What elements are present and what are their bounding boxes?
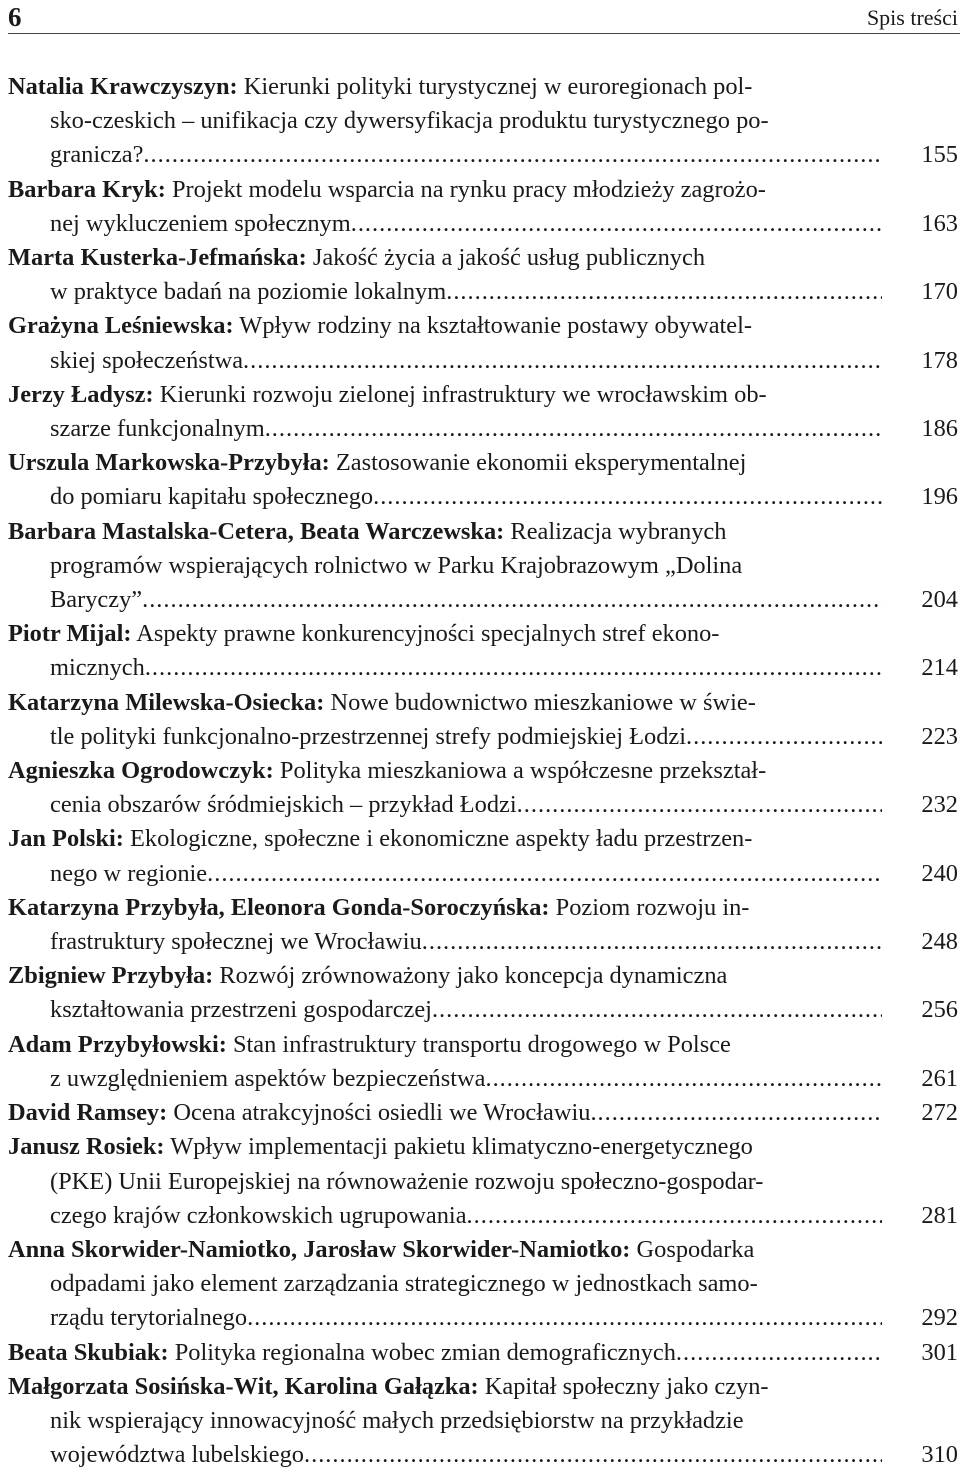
- toc-line: [8, 1130, 882, 1164]
- toc-title-text: Jakość życia a jakość usług publicznych: [312, 244, 706, 272]
- toc-line: [8, 1370, 882, 1404]
- toc-entry: [8, 1096, 960, 1130]
- toc-line: [8, 480, 882, 514]
- toc-line: [8, 1438, 882, 1472]
- toc-title-text: Baryczy”: [50, 586, 143, 614]
- toc-entry: [8, 378, 960, 446]
- dot-leader: [467, 1199, 882, 1233]
- toc-entry: [8, 515, 960, 618]
- toc-entry: [8, 686, 960, 754]
- toc-author: Grażyna Leśniewska:: [8, 312, 234, 340]
- toc-page-number: 196: [921, 483, 958, 511]
- table-of-contents: [8, 70, 960, 1472]
- toc-title-text: odpadami jako element zarządzania strategicznego w jednostkach samo-: [50, 1270, 758, 1298]
- page-number: 6: [8, 2, 22, 32]
- toc-line: [8, 993, 882, 1027]
- toc-page-number: 240: [921, 859, 958, 887]
- toc-line: [8, 138, 882, 172]
- toc-author: Katarzyna Milewska-Osiecka:: [8, 688, 325, 716]
- toc-title-text: frastruktury społecznej we Wrocławiu: [50, 928, 422, 956]
- toc-line: [8, 651, 882, 685]
- toc-title-text: województwa lubelskiego: [50, 1441, 305, 1469]
- toc-title-text: Nowe budownictwo mieszkaniowe w świe-: [330, 688, 756, 716]
- dot-leader: [686, 720, 882, 754]
- toc-entry: [8, 959, 960, 1027]
- dot-leader: [265, 412, 882, 446]
- toc-page-number: 214: [921, 654, 958, 682]
- toc-title-text: skiej społeczeństwa: [50, 346, 244, 374]
- dot-leader: [373, 480, 882, 514]
- toc-entry: [8, 1336, 960, 1370]
- toc-page-number: 186: [921, 415, 958, 443]
- toc-line: [8, 1301, 882, 1335]
- toc-title-text: Stan infrastruktury transportu drogowego w Polsce: [232, 1030, 731, 1058]
- toc-title-text: Kierunki polityki turystycznej w euroregionach pol-: [243, 73, 753, 100]
- toc-title-text: Aspekty prawne konkurencyjności specjalnych stref ekono-: [136, 620, 720, 648]
- toc-title-text: Wpływ rodziny na kształtowanie postawy obywatel-: [239, 312, 753, 340]
- toc-line: [8, 1336, 882, 1370]
- toc-line: [8, 754, 882, 788]
- toc-line: [8, 822, 882, 856]
- toc-title-text: nik wspierający innowacyjność małych przedsiębiorstw na przykładzie: [50, 1406, 744, 1434]
- toc-author: Piotr Mijal:: [8, 620, 132, 648]
- toc-title-text: cenia obszarów śródmiejskich – przykład Łodzi: [50, 791, 517, 819]
- toc-title-text: nego w regionie: [50, 859, 208, 887]
- toc-title-text: Kapitał społeczny jako czyn-: [484, 1372, 769, 1400]
- toc-line: [8, 857, 882, 891]
- dot-leader: [517, 788, 882, 822]
- toc-author: Zbigniew Przybyła:: [8, 962, 214, 990]
- toc-entry: [8, 754, 960, 822]
- dot-leader: [207, 857, 882, 891]
- toc-line: [8, 583, 882, 617]
- running-head: Spis treści: [866, 5, 958, 30]
- dot-leader: [422, 925, 882, 959]
- toc-title-text: Ocena atrakcyjności osiedli we Wrocławiu: [173, 1099, 591, 1127]
- toc-title-text: Projekt modelu wsparcia na rynku pracy młodzieży zagrożo-: [171, 175, 766, 203]
- toc-author: David Ramsey:: [8, 1099, 168, 1127]
- toc-page-number: 232: [921, 791, 958, 819]
- toc-title-text: micznych: [50, 654, 145, 682]
- dot-leader: [446, 275, 882, 309]
- toc-title-text: programów wspierających rolnictwo w Parku Krajobrazowym „Dolina: [50, 551, 743, 579]
- toc-title-text: Wpływ implementacji pakietu klimatyczno-energetycznego: [170, 1133, 753, 1161]
- toc-entry: [8, 617, 960, 685]
- toc-line: [8, 275, 882, 309]
- dot-leader: [142, 583, 882, 617]
- toc-author: Agnieszka Ogrodowczyk:: [8, 757, 274, 785]
- toc-title-text: granicza?: [50, 141, 144, 169]
- toc-title-text: Realizacja wybranych: [510, 517, 727, 545]
- toc-line: [8, 173, 882, 207]
- toc-author: Małgorzata Sosińska-Wit, Karolina Gałązka:: [8, 1372, 479, 1400]
- toc-line: [8, 686, 882, 720]
- toc-page-number: 223: [921, 722, 958, 750]
- toc-title-text: Polityka mieszkaniowa a współczesne przekształ-: [279, 757, 767, 785]
- toc-line: [8, 1028, 882, 1062]
- toc-page-number: 170: [921, 278, 958, 306]
- toc-title-text: Polityka regionalna wobec zmian demograficznych: [174, 1338, 676, 1366]
- toc-title-text: tle polityki funkcjonalno-przestrzennej strefy podmiejskiej Łodzi: [50, 722, 687, 750]
- toc-page-number: 204: [921, 586, 958, 614]
- toc-line: [8, 1062, 882, 1096]
- toc-title-text: do pomiaru kapitału społecznego: [50, 483, 374, 511]
- toc-author: Janusz Rosiek:: [8, 1133, 165, 1161]
- dot-leader: [351, 207, 882, 241]
- toc-line: [8, 70, 882, 104]
- toc-title-text: Zastosowanie ekonomii eksperymentalnej: [335, 449, 747, 477]
- dot-leader: [304, 1438, 882, 1472]
- toc-page-number: 301: [921, 1338, 958, 1366]
- toc-title-text: nej wykluczeniem społecznym: [50, 209, 351, 237]
- toc-author: Urszula Markowska-Przybyła:: [8, 449, 330, 477]
- toc-page-number: 310: [921, 1441, 958, 1469]
- toc-author: Barbara Mastalska-Cetera, Beata Warczewska:: [8, 517, 505, 545]
- toc-title-text: Rozwój zrównoważony jako koncepcja dynamiczna: [219, 962, 728, 990]
- toc-entry: [8, 1233, 960, 1336]
- toc-entry: [8, 446, 960, 514]
- toc-line: [8, 378, 882, 412]
- dot-leader: [432, 993, 882, 1027]
- toc-entry: [8, 1370, 960, 1472]
- toc-title-text: Kierunki rozwoju zielonej infrastruktury we wrocławskim ob-: [159, 380, 767, 408]
- toc-entry: [8, 822, 960, 890]
- toc-title-text: kształtowania przestrzeni gospodarczej: [50, 996, 432, 1024]
- toc-page-number: 248: [921, 928, 958, 956]
- toc-line: [8, 344, 882, 378]
- dot-leader: [243, 344, 882, 378]
- toc-title-text: szarze funkcjonalnym: [50, 415, 265, 443]
- toc-author: Adam Przybyłowski:: [8, 1030, 227, 1058]
- toc-entry: [8, 241, 960, 309]
- toc-page-number: 281: [921, 1201, 958, 1229]
- toc-title-text: sko-czeskich – unifikacja czy dywersyfikacja produktu turystycznego po-: [50, 107, 769, 135]
- toc-title-text: z uwzględnieniem aspektów bezpieczeństwa: [50, 1064, 486, 1092]
- toc-line: [8, 241, 882, 275]
- toc-line: [8, 207, 882, 241]
- dot-leader: [485, 1062, 882, 1096]
- toc-author: Marta Kusterka-Jefmańska:: [8, 244, 307, 272]
- toc-entry: [8, 891, 960, 959]
- toc-title-text: Ekologiczne, społeczne i ekonomiczne aspekty ładu przestrzen-: [130, 825, 753, 853]
- toc-title-text: rządu terytorialnego: [50, 1304, 248, 1332]
- toc-page-number: 163: [921, 209, 958, 237]
- toc-page-number: 292: [921, 1304, 958, 1332]
- dot-leader: [247, 1301, 882, 1335]
- toc-entry: [8, 70, 960, 173]
- toc-title-text: Poziom rozwoju in-: [555, 893, 750, 921]
- toc-line: [8, 720, 882, 754]
- toc-line: [8, 309, 882, 343]
- toc-title-text: (PKE) Unii Europejskiej na równoważenie rozwoju społeczno-gospodar-: [50, 1167, 764, 1195]
- toc-page-number: 256: [921, 996, 958, 1024]
- toc-author: Beata Skubiak:: [8, 1338, 169, 1366]
- toc-author: Natalia Krawczyszyn:: [8, 73, 238, 100]
- page-header: [8, 0, 960, 34]
- toc-page-number: 178: [921, 346, 958, 374]
- toc-line: [8, 1199, 882, 1233]
- toc-line: [8, 959, 882, 993]
- toc-author: Barbara Kryk:: [8, 175, 166, 203]
- dot-leader: [590, 1096, 882, 1130]
- toc-entry: [8, 1028, 960, 1096]
- toc-line: [8, 1233, 882, 1267]
- toc-line: [8, 788, 882, 822]
- toc-page-number: 272: [921, 1099, 958, 1127]
- toc-line: [8, 891, 882, 925]
- toc-author: Jan Polski:: [8, 825, 124, 853]
- dot-leader: [143, 138, 882, 172]
- toc-author: Katarzyna Przybyła, Eleonora Gonda-Soroczyńska:: [8, 893, 550, 921]
- toc-author: Jerzy Ładysz:: [8, 380, 154, 408]
- toc-line: [8, 1096, 882, 1130]
- toc-title-text: w praktyce badań na poziomie lokalnym: [50, 278, 447, 306]
- toc-title-text: czego krajów członkowskich ugrupowania: [50, 1201, 467, 1229]
- toc-line: [8, 446, 882, 480]
- dot-leader: [676, 1336, 882, 1370]
- dot-leader: [145, 651, 882, 685]
- toc-entry: [8, 1130, 960, 1233]
- toc-title-text: Gospodarka: [636, 1235, 755, 1263]
- toc-page-number: 155: [921, 141, 958, 169]
- toc-line: [8, 515, 882, 549]
- toc-line: [8, 617, 882, 651]
- toc-page-number: 261: [921, 1064, 958, 1092]
- toc-entry: [8, 173, 960, 241]
- toc-line: [8, 925, 882, 959]
- toc-line: [8, 412, 882, 446]
- toc-author: Anna Skorwider-Namiotko, Jarosław Skorwider-Namiotko:: [8, 1235, 631, 1263]
- toc-entry: [8, 309, 960, 377]
